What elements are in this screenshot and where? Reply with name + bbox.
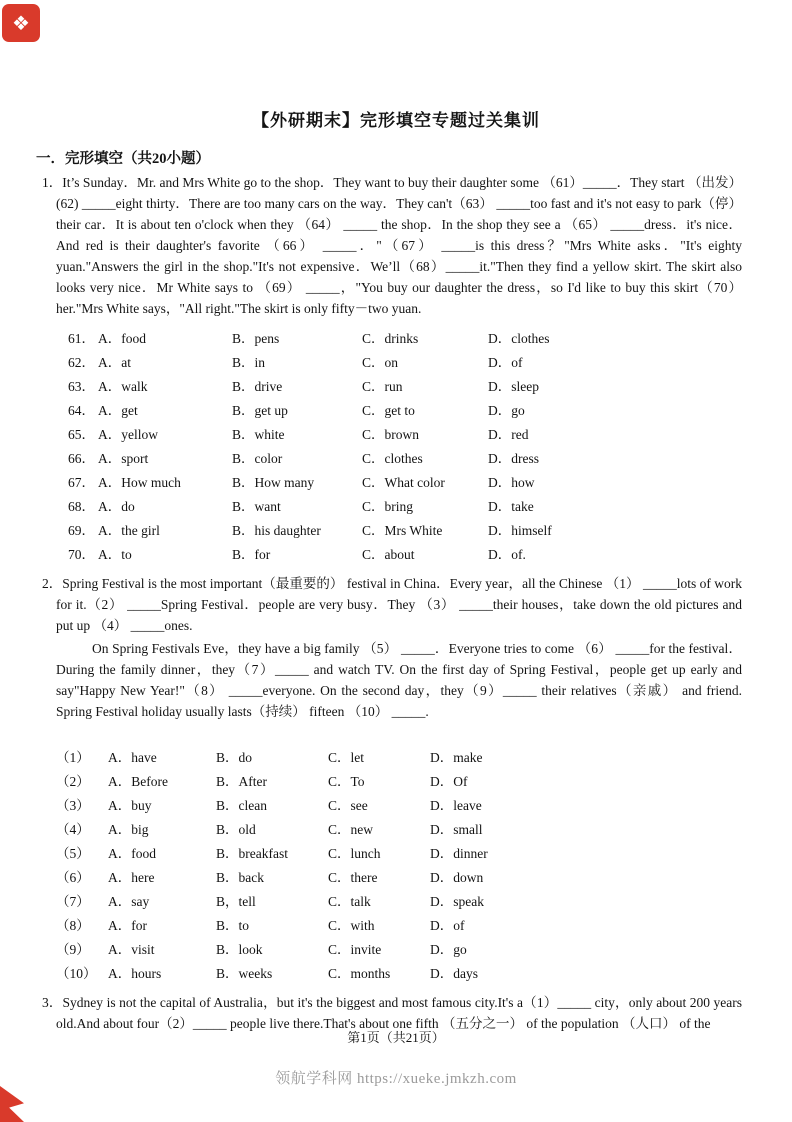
option-row [56,864,488,888]
option-c: C．Mrs White [362,523,443,538]
option-b: B．color [232,451,283,466]
option-c: C．with [328,918,375,933]
option-a: A．for [108,918,147,933]
option-number: 65． [68,427,95,442]
option-number: 68． [68,499,95,514]
option-a: A．Before [108,774,168,789]
option-d: D．clothes [488,331,550,346]
option-b: B．do [216,750,253,765]
option-number: 66． [68,451,95,466]
option-b: B．in [232,355,266,370]
option-row [56,744,488,768]
option-c: C．new [328,822,373,837]
question-2-options-table [56,744,488,984]
option-number: （1） [56,750,90,765]
option-a: A．walk [98,379,148,394]
option-number: 62． [68,355,95,370]
option-b: B．get up [232,403,288,418]
option-row [68,325,552,349]
option-row [56,960,488,984]
option-d: D．red [488,427,529,442]
option-c: C．on [362,355,399,370]
option-number: （5） [56,846,90,861]
option-c: C．clothes [362,451,423,466]
option-row [56,912,488,936]
option-c: C．brown [362,427,419,442]
option-d: D．dinner [430,846,488,861]
option-row [56,792,488,816]
question-2-options-body [56,744,488,984]
option-number: （7） [56,894,90,909]
option-b: B．old [216,822,256,837]
option-number: （6） [56,870,90,885]
option-a: A．big [108,822,149,837]
option-a: A．hours [108,966,162,981]
site-logo-icon: ❖ [12,11,30,35]
site-logo [2,4,40,42]
option-d: D．Of [430,774,468,789]
option-number: （8） [56,918,90,933]
option-number: 70． [68,547,95,562]
option-row [56,768,488,792]
option-number: 64． [68,403,95,418]
watermark-text: 领航学科网 https://xueke.jmkzh.com [275,1071,517,1087]
option-a: A．the girl [98,523,160,538]
option-row [68,421,552,445]
option-d: D．days [430,966,478,981]
option-a: A．to [98,547,132,562]
option-b: B．white [232,427,285,442]
option-row [68,541,552,565]
option-d: D．himself [488,523,552,538]
option-a: A．food [108,846,156,861]
option-c: C．get to [362,403,415,418]
option-b: B．look [216,942,263,957]
option-a: A．How much [98,475,181,490]
option-row [56,888,488,912]
option-d: D．go [430,942,467,957]
option-b: B．his daughter [232,523,321,538]
corner-logo-icon [0,1086,24,1122]
option-c: C．see [328,798,368,813]
option-number: （3） [56,798,90,813]
option-number: 63． [68,379,95,394]
option-row [68,469,552,493]
option-d: D．make [430,750,483,765]
option-d: D．take [488,499,534,514]
option-number: （10） [56,966,97,981]
option-b: B．pens [232,331,280,346]
option-d: D．go [488,403,525,418]
option-c: C．lunch [328,846,381,861]
option-c: C．talk [328,894,371,909]
option-b: B，tell [216,894,256,909]
option-b: B．clean [216,798,267,813]
option-b: B．breakfast [216,846,288,861]
option-a: A．say [108,894,150,909]
question-1-passage: 1．It’s Sunday．Mr. and Mrs White go to the shop．They want to buy their daughter some （61）_____．They start （出发）(62) _____eight thirty．There are too many cars on the way．They can't（63） _____too fast and it's not easy to park（停）their car．It is about ten o'clock when they （64） _____ the shop．In the shop they see a （65） _____dress．it's nice．And red is their daughter's favorite （66） _____．"（67） _____is this dress？"Mrs White asks．"It's eighty yuan."Answers the girl in the shop."It's not expensive．We’ll（68）_____it."Then they find a yellow skirt. The skirt also looks very nice．Mr White says to （69） _____，"You buy our daughter the dress，so I'd like to buy this skirt（70）her."Mrs White says，"All right."The skirt is only fifty－two yuan. [42,175,742,316]
question-2-passage-paragraph-1: 2．Spring Festival is the most important（最重要的） festival in China．Every year，all the Chinese （1） _____lots of work for it.（2） _____Spring Festival．people are very busy．They （3） _____their houses，take down the old pictures and put up （4） _____ones. [42,576,742,633]
option-row [68,397,552,421]
option-a: A．food [98,331,146,346]
option-c: C．bring [362,499,414,514]
option-d: D．of [430,918,465,933]
question-3-passage: 3．Sydney is not the capital of Australia，but it's the biggest and most famous city.It's a（1）_____ city，only about 200 years old.And about four（2）_____ people live there.That's about one fifth （五分之一） of the population （人口） of the [42,995,742,1031]
option-a: A．yellow [98,427,158,442]
option-c: C．To [328,774,365,789]
option-row [68,373,552,397]
option-a: A．sport [98,451,149,466]
option-row [56,840,488,864]
option-row [68,349,552,373]
question-2-passage-paragraph-2: On Spring Festivals Eve，they have a big family （5） _____．Everyone tries to come （6） _____for the festival．During the family dinner，they（7）_____ and watch TV. On the first day of Spring Festival，people get up early and say"Happy New Year!"（8） _____everyone. On the second day，they（9）_____ their relatives（亲戚） and friend. Spring Festival holiday usually lasts（持续） fifteen （10） _____. [56,641,742,719]
option-c: C．months [328,966,391,981]
option-b: B．back [216,870,264,885]
option-d: D．leave [430,798,482,813]
question-1-options-table [68,325,552,565]
option-d: D．small [430,822,483,837]
option-d: D．down [430,870,484,885]
option-row [56,936,488,960]
document-title: 【外研期末】完形填空专题过关集训 [252,111,540,130]
option-number: （2） [56,774,90,789]
option-c: C．run [362,379,403,394]
option-c: C．let [328,750,364,765]
option-b: B．want [232,499,281,514]
option-row [68,493,552,517]
option-row [56,816,488,840]
option-number: 69． [68,523,95,538]
option-number: （9） [56,942,90,957]
option-b: B．for [232,547,271,562]
page-number: 第1页（共21页） [347,1030,445,1045]
question-1-options-body [68,325,552,565]
option-number: 61． [68,331,95,346]
option-row [68,517,552,541]
option-d: D．dress [488,451,539,466]
option-a: A．here [108,870,155,885]
option-c: C．drinks [362,331,419,346]
option-a: A．buy [108,798,152,813]
option-a: A．at [98,355,131,370]
option-a: A．visit [108,942,155,957]
option-d: D．how [488,475,535,490]
option-b: B．drive [232,379,283,394]
option-d: D．speak [430,894,484,909]
section-heading: 一．完形填空（共20小题） [36,151,210,167]
option-row [68,445,552,469]
option-d: D．of [488,355,523,370]
option-c: C．about [362,547,415,562]
option-c: C．there [328,870,378,885]
option-number: 67． [68,475,95,490]
option-a: A．get [98,403,138,418]
option-b: B．weeks [216,966,273,981]
option-c: C．invite [328,942,382,957]
option-b: B．to [216,918,250,933]
option-c: C．What color [362,475,445,490]
option-number: （4） [56,822,90,837]
option-d: D．sleep [488,379,539,394]
option-d: D．of. [488,547,526,562]
option-b: B．After [216,774,267,789]
option-a: A．do [98,499,135,514]
option-b: B．How many [232,475,315,490]
option-a: A．have [108,750,157,765]
